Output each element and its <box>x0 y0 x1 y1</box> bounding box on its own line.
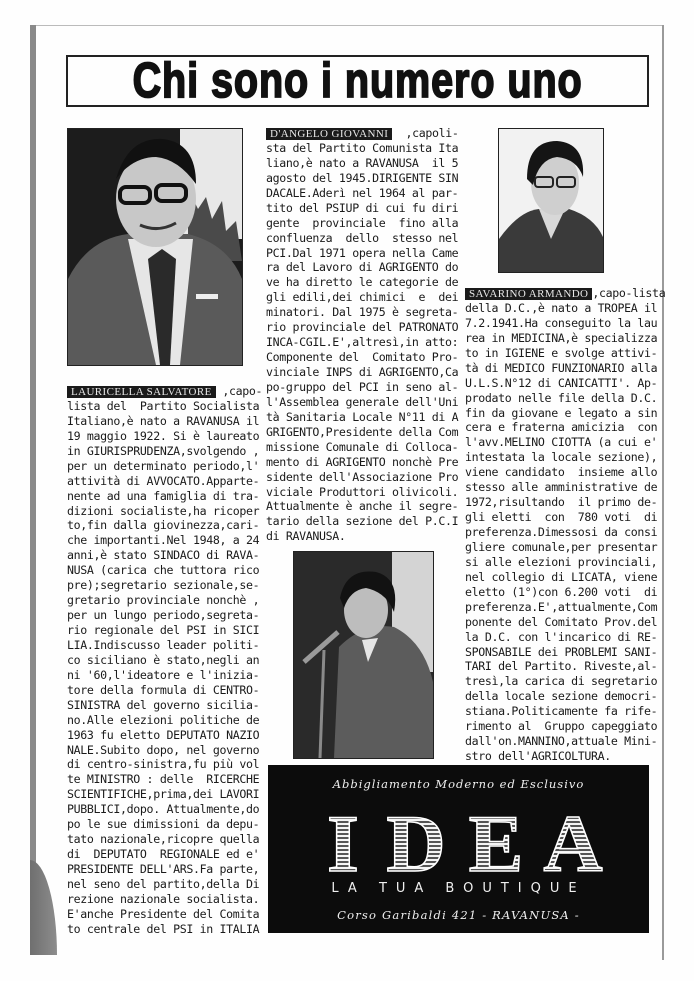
article-first-line <box>465 286 665 301</box>
ad-tagline: Abbigliamento Moderno ed Esclusivo <box>332 777 585 791</box>
article-line: l'avv.MELINO CIOTTA (a cui e' <box>465 435 658 450</box>
photo-lauricella <box>67 128 243 366</box>
photo-dangelo <box>293 551 434 759</box>
article-line: Componente del Comitato Pro- <box>266 350 459 365</box>
article-line: po-gruppo del PCI in seno al- <box>266 379 459 394</box>
article-line: tato nazionale,ricopre quella <box>67 832 260 847</box>
idea-logo-letters <box>327 803 603 875</box>
article-line: che importanti.Nel 1948, a 24 <box>67 533 260 548</box>
article-line: della D.C.,è nato a TROPEA il <box>465 300 658 315</box>
article-line: no.Alle elezioni politiche de <box>67 712 260 727</box>
article-line: preferenza.E',attualmente,Com <box>465 599 658 614</box>
article-line: viene candidato insieme allo <box>465 465 658 480</box>
article-line: INCA-CGIL.E',altresì,in atto: <box>266 335 459 350</box>
article-line: tore della formula di CENTRO- <box>67 682 260 697</box>
ad-subtitle: LA TUA BOUTIQUE <box>331 881 586 896</box>
advertisement-idea-boutique <box>268 765 649 933</box>
article-line: stiana.Politicamente fa rife- <box>465 704 658 719</box>
name-tag-lauricella: LAURICELLA SALVATORE <box>67 386 216 398</box>
article-line: Attualmente è anche il segre- <box>266 499 459 514</box>
article-line: nente ad una famiglia di tra- <box>67 488 260 503</box>
article-line: stro dell'AGRICOLTURA. <box>465 749 611 764</box>
article-line: rezione nazionale socialista. <box>67 891 260 906</box>
page-left-binding <box>30 25 36 955</box>
article-line: PCI.Dal 1971 opera nella Came <box>266 245 459 260</box>
article-line: to in IGIENE e svolge attivi- <box>465 345 658 360</box>
article-line: ,capoli- <box>392 126 459 140</box>
article-line: E'anche Presidente del Comita <box>67 906 260 921</box>
article-line: l'Assemblea generale dell'Uni <box>266 394 459 409</box>
article-line: SCIENTIFICHE,prima,dei LAVORI <box>67 787 260 802</box>
article-line: agosto del 1945.DIRIGENTE SIN <box>266 170 459 185</box>
headline-box <box>66 52 649 109</box>
article-line: rea in MEDICINA,è specializza <box>465 330 658 345</box>
svg-text:I: I <box>327 803 359 875</box>
article-line: tà Sanitaria Locale N°11 di A <box>266 409 459 424</box>
article-line: PRESIDENTE DELL'ARS.Fa parte, <box>67 862 260 876</box>
article-line: attività di AVVOCATO.Apparte- <box>67 473 260 488</box>
article-line: missione Comunale di Colloca- <box>266 439 459 454</box>
article-line: minatori. Dal 1975 è segreta- <box>266 305 459 320</box>
article-line: tario della sezione del P.C.I <box>266 514 459 529</box>
article-line: di RAVANUSA. <box>266 529 346 544</box>
article-line: co siciliano è stato,negli an <box>67 652 260 667</box>
article-line: fin da giovane e legato a sin <box>465 405 658 420</box>
svg-text:A: A <box>543 803 603 875</box>
article-line: di centro-sinistra,fu più vol <box>67 757 260 772</box>
article-line: ve ha diretto le categorie de <box>266 275 459 290</box>
article-line: po le sue dimissioni da depu- <box>67 817 260 832</box>
article-line: tresì,la carica di segretario <box>465 674 658 689</box>
article-line: di DEPUTATO REGIONALE ed e' <box>67 847 260 862</box>
article-first-line <box>266 126 459 141</box>
article-line: rimento al Gruppo capeggiato <box>465 719 658 734</box>
article-line: gli eletti con 780 voti di <box>465 510 658 525</box>
article-line: GRIGENTO,Presidente della Com <box>266 424 459 439</box>
article-line: ,capo-lista <box>592 286 666 300</box>
article-line: dall'on.MANNINO,attuale Mini- <box>465 734 658 749</box>
article-line: NUSA (carica che tuttora rico <box>67 563 260 578</box>
page-scan-shadow <box>30 860 57 955</box>
name-tag-dangelo: D'ANGELO GIOVANNI <box>266 128 392 140</box>
article-line: to centrale del PSI in ITALIA <box>67 921 260 936</box>
article-line: NALE.Subito dopo, nel governo <box>67 742 260 757</box>
article-line: rio regionale del PSI in SICI <box>67 623 260 637</box>
name-tag-savarino: SAVARINO ARMANDO <box>465 288 592 300</box>
article-line: cera e fraterna amicizia con <box>465 420 658 435</box>
article-line: gli edili,dei chimici e dei <box>266 290 459 305</box>
article-line: stesso alle amministrative de <box>465 480 658 495</box>
article-line: della locale sezione democri- <box>465 689 658 704</box>
article-line: anni,è stato SINDACO di RAVA- <box>67 548 260 563</box>
article-line: eletto (1°)con 6.200 voti di <box>465 584 658 599</box>
article-line: 19 maggio 1922. Si è laureato <box>67 428 260 443</box>
svg-text:D: D <box>386 803 446 875</box>
article-line: mento di AGRIGENTO nonchè Pre <box>266 454 459 469</box>
article-line: per un lungo periodo,segreta- <box>67 608 260 623</box>
article-line: sidente dell'Associazione Pro <box>266 469 459 484</box>
article-line: te MINISTRO : delle RICERCHE <box>67 772 260 787</box>
article-line: nel seno del partito,della Di <box>67 876 260 891</box>
article-line: confluenza dello stesso nel <box>266 230 459 245</box>
article-savarino <box>465 286 665 764</box>
article-line: si alle elezioni provinciali, <box>465 554 658 569</box>
article-line: tito del PSIUP di cui fu diri <box>266 200 459 215</box>
article-dangelo <box>266 126 459 544</box>
article-line: 1963 fu eletto DEPUTATO NAZIO <box>67 727 260 742</box>
article-line: gente provinciale fino alla <box>266 215 459 230</box>
article-line: SPONSABILE dei PROBLEMI SANI- <box>465 644 658 659</box>
article-line: U.L.S.N°12 di CANICATTI'. Ap- <box>465 375 658 390</box>
article-line: LIA.Indiscusso leader politi- <box>67 637 260 652</box>
article-line: ra del Lavoro di AGRIGENTO do <box>266 260 459 275</box>
article-line: SINISTRA del governo sicilia- <box>67 697 260 712</box>
article-line: ponente del Comitato Prov.del <box>465 614 658 629</box>
article-line: tà di MEDICO FUNZIONARIO alla <box>465 360 658 375</box>
article-line: lista del Partito Socialista <box>67 398 260 413</box>
article-line: liano,è nato a RAVANUSA il 5 <box>266 155 459 170</box>
article-line: TARI del Partito. Riveste,al- <box>465 659 658 674</box>
article-line: sta del Partito Comunista Ita <box>266 140 459 155</box>
article-line: prodato nelle file della D.C. <box>465 390 658 405</box>
article-line: nel collegio di LICATA, viene <box>465 569 658 584</box>
article-lauricella <box>67 384 262 937</box>
article-line: ni '60,l'ideatore e l'inizia- <box>67 667 260 682</box>
page-top-edge <box>36 25 664 26</box>
svg-text:E: E <box>468 803 524 875</box>
portrait-man-glasses-suit <box>68 129 242 365</box>
headline: Chi sono i numero uno <box>132 52 583 109</box>
article-line: preferenza.Dimessosi da consi <box>465 525 658 539</box>
article-line: DACALE.Aderì nel 1964 al par- <box>266 185 459 200</box>
article-line: PUBBLICI,dopo. Attualmente,do <box>67 802 260 817</box>
article-line: Italiano,è nato a RAVANUSA il <box>67 413 260 428</box>
article-line: 1972,risultando il primo de- <box>465 495 658 510</box>
article-line: intestata la locale sezione), <box>465 450 658 465</box>
article-line: in GIURISPRUDENZA,svolgendo , <box>67 443 260 458</box>
article-line: ,capo- <box>222 384 263 398</box>
article-line: la D.C. con l'incarico di RE- <box>465 629 658 644</box>
article-line: viciale Produttori olivicoli. <box>266 484 459 499</box>
article-first-line <box>67 384 262 399</box>
article-line: to,fin dalla giovinezza,cari- <box>67 518 260 533</box>
article-line: gretario provinciale nonchè , <box>67 593 260 608</box>
article-line: vinciale INPS di AGRIGENTO,Ca <box>266 365 459 379</box>
photo-man-speaking-microphone <box>294 552 433 758</box>
photo-savarino <box>498 128 604 273</box>
article-line: gliere comunale,per presentar <box>465 539 658 554</box>
article-line: dizioni socialiste,ha ricoper <box>67 503 260 518</box>
ad-address: Corso Garibaldi 421 - RAVANUSA - <box>337 908 580 922</box>
article-line: 7.2.1941.Ha conseguito la lau <box>465 315 658 330</box>
article-line: rio provinciale del PATRONATO <box>266 320 459 335</box>
portrait-young-man-glasses <box>499 129 603 272</box>
article-line: pre);segretario sezionale,se- <box>67 578 260 593</box>
article-line: per un determinato periodo,l' <box>67 458 260 473</box>
idea-ornamental-logo <box>303 803 613 875</box>
